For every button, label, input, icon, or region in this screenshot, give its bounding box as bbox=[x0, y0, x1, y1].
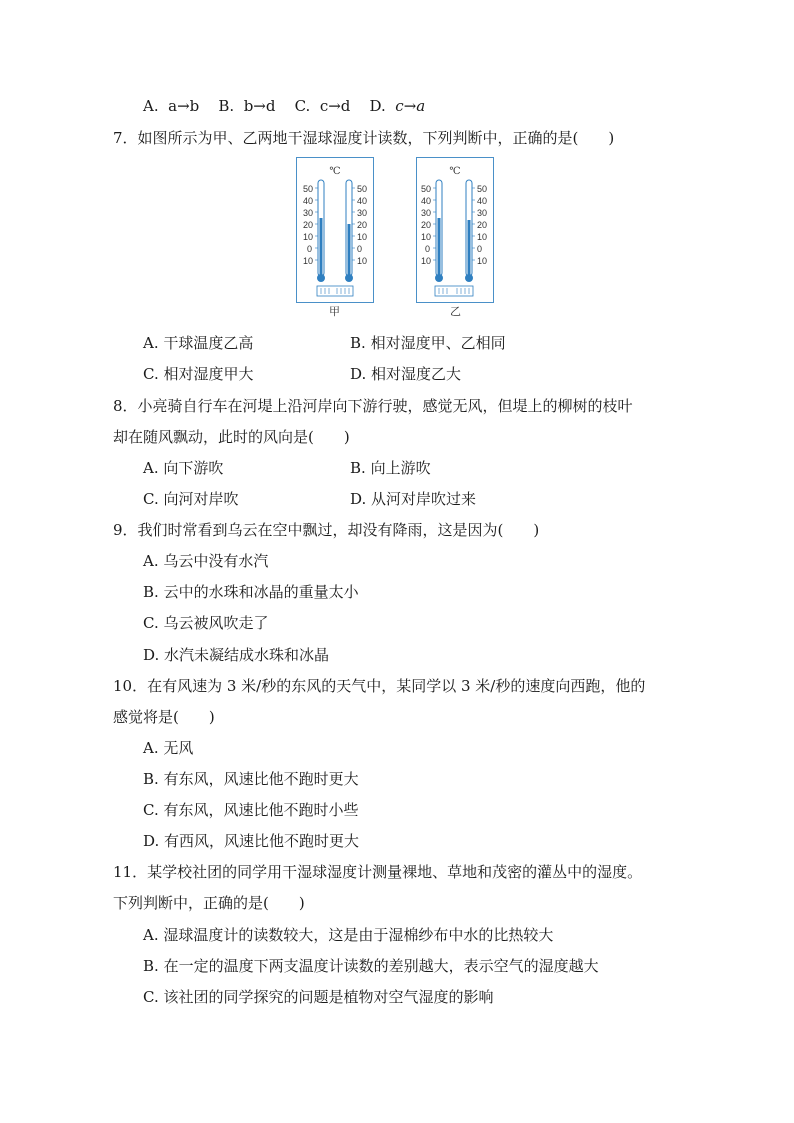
q7-option-b: B. 相对湿度甲、乙相同 bbox=[350, 334, 506, 352]
q6-option-a: a→b bbox=[168, 97, 200, 115]
q9-option-b: B. 云中的水珠和冰晶的重量太小 bbox=[143, 583, 359, 601]
svg-text:50: 50 bbox=[421, 184, 432, 194]
q8-option-c: C. 向河对岸吹 bbox=[143, 490, 239, 508]
q8-stem-line2: 却在随风飘动，此时的风向是( ) bbox=[113, 428, 350, 446]
svg-text:30: 30 bbox=[477, 208, 488, 218]
svg-text:50: 50 bbox=[303, 184, 314, 194]
q6-option-a-letter: A. bbox=[143, 97, 159, 115]
hygrometer-yi-drawing bbox=[417, 158, 493, 302]
q10-option-c: C. 有东风，风速比他不跑时小些 bbox=[143, 801, 359, 819]
q7-option-d: D. 相对湿度乙大 bbox=[350, 365, 462, 383]
q11-stem-line1: 11．某学校社团的同学用干湿球湿度计测量裸地、草地和茂密的灌丛中的湿度。 bbox=[113, 863, 643, 881]
svg-text:40: 40 bbox=[477, 196, 488, 206]
q10-option-b: B. 有东风，风速比他不跑时更大 bbox=[143, 770, 359, 788]
q8-option-b: B. 向上游吹 bbox=[350, 459, 431, 477]
svg-text:10: 10 bbox=[303, 232, 314, 242]
q8-option-a: A. 向下游吹 bbox=[143, 459, 224, 477]
hygrometer-jia bbox=[296, 157, 374, 303]
q8-stem-line1: 8．小亮骑自行车在河堤上沿河岸向下游行驶，感觉无风，但堤上的柳树的枝叶 bbox=[113, 397, 633, 415]
q6-options bbox=[143, 96, 425, 116]
hygrometer-jia-drawing bbox=[297, 158, 373, 302]
label-yi: 乙 bbox=[450, 305, 461, 318]
svg-text:40: 40 bbox=[421, 196, 432, 206]
svg-text:40: 40 bbox=[357, 196, 368, 206]
q11-stem-line2: 下列判断中，正确的是( ) bbox=[113, 894, 305, 912]
q9-option-d: D. 水汽未凝结成水珠和冰晶 bbox=[143, 646, 330, 664]
svg-text:10: 10 bbox=[477, 232, 488, 242]
q11-option-b: B. 在一定的温度下两支温度计读数的差别越大，表示空气的湿度越大 bbox=[143, 957, 599, 975]
svg-text:20: 20 bbox=[421, 220, 432, 230]
hygrometer-figure bbox=[296, 157, 496, 322]
q10-option-d: D. 有西风，风速比他不跑时更大 bbox=[143, 832, 360, 850]
hygrometer-yi bbox=[416, 157, 494, 303]
svg-text:10: 10 bbox=[303, 256, 314, 266]
q8-option-d: D. 从河对岸吹过来 bbox=[350, 490, 477, 508]
svg-text:0: 0 bbox=[425, 244, 431, 254]
svg-text:10: 10 bbox=[421, 232, 432, 242]
svg-text:50: 50 bbox=[357, 184, 368, 194]
svg-text:10: 10 bbox=[357, 232, 368, 242]
q6-option-c-letter: C. bbox=[294, 97, 311, 115]
q9-option-c: C. 乌云被风吹走了 bbox=[143, 614, 269, 632]
q10-stem-line2: 感觉将是( ) bbox=[113, 708, 215, 726]
unit-label-jia: ℃ bbox=[329, 166, 341, 177]
q6-option-d-letter: D. bbox=[369, 97, 386, 115]
q7-option-c: C. 相对湿度甲大 bbox=[143, 365, 254, 383]
svg-text:10: 10 bbox=[477, 256, 488, 266]
svg-text:20: 20 bbox=[477, 220, 488, 230]
svg-text:40: 40 bbox=[303, 196, 314, 206]
q6-option-b-letter: B. bbox=[218, 97, 235, 115]
svg-text:10: 10 bbox=[357, 256, 368, 266]
svg-text:50: 50 bbox=[477, 184, 488, 194]
q6-option-b: b→d bbox=[243, 97, 276, 115]
q9-stem: 9．我们时常看到乌云在空中飘过，却没有降雨，这是因为( ) bbox=[113, 521, 540, 539]
q11-option-a: A. 湿球温度计的读数较大，这是由于湿棉纱布中水的比热较大 bbox=[143, 926, 554, 944]
svg-text:0: 0 bbox=[477, 244, 483, 254]
q10-option-a: A. 无风 bbox=[143, 739, 194, 757]
q6-option-d: c→a bbox=[395, 97, 426, 115]
q9-option-a: A. 乌云中没有水汽 bbox=[143, 552, 269, 570]
q7-stem: 7．如图所示为甲、乙两地干湿球湿度计读数，下列判断中，正确的是( ) bbox=[113, 129, 615, 147]
svg-text:20: 20 bbox=[357, 220, 368, 230]
svg-text:0: 0 bbox=[357, 244, 363, 254]
q10-stem-line1: 10．在有风速为 3 米/秒的东风的天气中，某同学以 3 米/秒的速度向西跑，他的 bbox=[113, 677, 646, 695]
svg-text:30: 30 bbox=[421, 208, 432, 218]
q6-option-c: c→d bbox=[319, 97, 351, 115]
svg-text:30: 30 bbox=[357, 208, 368, 218]
svg-text:0: 0 bbox=[307, 244, 313, 254]
svg-text:10: 10 bbox=[421, 256, 432, 266]
svg-text:20: 20 bbox=[303, 220, 314, 230]
unit-label-yi: ℃ bbox=[449, 166, 461, 177]
q7-option-a: A. 干球温度乙高 bbox=[143, 334, 254, 352]
svg-text:30: 30 bbox=[303, 208, 314, 218]
q11-option-c: C. 该社团的同学探究的问题是植物对空气湿度的影响 bbox=[143, 988, 494, 1006]
label-jia: 甲 bbox=[329, 305, 340, 318]
